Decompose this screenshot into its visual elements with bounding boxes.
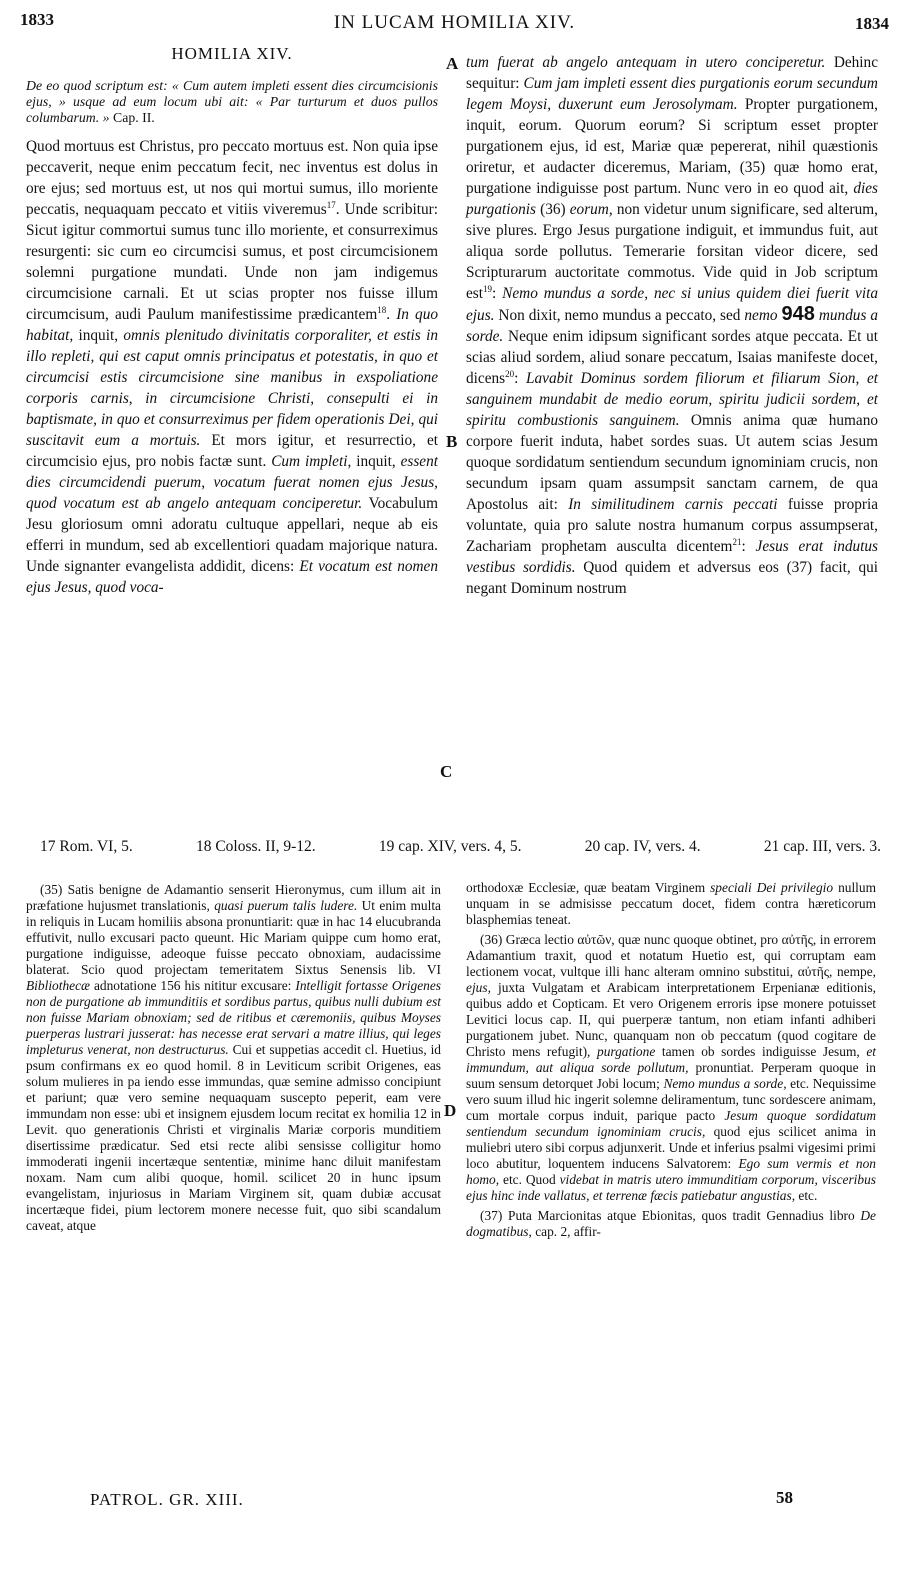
text-run: Quod quidem et adversus eos (37) facit, qui negant Dominum nostrum [466,559,878,597]
note-35 [26,882,441,1234]
section-marker-d: D [444,1101,457,1120]
reference-19: 19 cap. XIV, vers. 4, 5. [378,838,522,855]
main-text-left-column [26,44,438,598]
scripture-quote: Jesus erat indutus vestibus sordidis. [466,538,878,576]
italic-run: speciali Dei privilegio [710,880,834,895]
text-run: Et mors igitur, et resurrectio, et circumcisio ejus, pro nobis factæ sunt. [26,432,438,470]
italic-run: Intelligit fortasse Origenes non de purgatione ab immunditiis et sordibus partus, quibus nulli dubium est non fuisse Mariam obnoxiam; sed de ritibus et cæremoniis, quibus Moyses puerperas lustrari jusserat: has necesse erat servari a matre illius, qui leges impleturus venerat, non destructurus. [26,978,441,1057]
text-run: . Unde scribitur: Sicut igitur commortui sumus tunc illo moriente, et consurreximus resurgenti: sic cum eo circumcisi sumus, et post circumcisionem solemni purgatione mundati. Unde non jam indigemus circumcisione carnali. Et ut scias propter nos fuisse illum circumcisum, audi Paulum manifestissime prædicantem [26,201,438,323]
text-run: Quod mortuus est Christus, pro peccato mortuus est. Non quia ipse peccaverit, neque enim peccatum fecit, nec inventus est dolus in ore ejus; sed mortuus est, ut nos qui mortui sumus, illo moriente peccatis, nequaquam peccato et vitiis viveremus [26,138,438,218]
text-run: (36) Græca lectio αὐτῶν, quæ nunc quoque obtinet, pro αὐτῆς, in errorem Adamantium traxit, quod et notatum Huetio est, qui corruptam eam lectionem vocat, vultque illi hanc alteram omnino substitui, αὐτῆς, nempe, [466,932,876,979]
italic-run: Jesum quoque sordidatum sentiendum secundum ignominiam crucis, [466,1108,877,1139]
text-run: pronuntiat. Perperam quoque in suum sensum detorquet Jobi locum; [466,1060,876,1091]
page-number-left: 1833 [20,10,54,29]
text-run: fuisse propria voluntate, quia pro salute nostra humanum corpus assumpserat, Zachariam prophetam ausculta dicentem [466,496,879,555]
italic-run: purgatione [597,1044,656,1059]
running-title: IN LUCAM HOMILIA XIV. [333,12,576,33]
section-marker-a: A [446,54,459,73]
italic-run: et immundum, aut aliqua sorde pollutum, [466,1044,876,1075]
text-run: tamen ob sordes indiguisse Jesum, [655,1044,867,1059]
text-run: orthodoxæ Ecclesiæ, quæ beatam Virginem [466,880,711,895]
italic-run: ejus, [466,980,491,995]
scripture-quote: eorum, [569,201,613,218]
italic-run: quasi puerum talis ludere. [214,898,358,913]
italic-run: Bibliothecæ [26,978,90,993]
scripture-quote: Lavabit Dominus sordem filiorum et filiarum Sion, et sanguinem mundabit de medio eorum, spiritu judicii sordem, et spiritu combustionis sanguinem. [466,370,878,429]
text-run: Dehinc sequitur: [466,54,878,92]
scripture-quote: omnis plenitudo divinitatis corporaliter, et estis in illo repleti, qui est caput omnis principatus et potestatis, in quo et circumcisi estis circumcisione sine manibus in exspoliatione corporis carnis, in circumcisione Christi, consepulti ei in baptismate, in quo et consurreximus per fidem operationis Dei, qui suscitavit eum a mortuis. [26,327,438,449]
section-marker-c: C [440,762,453,781]
text-run: quod ejus scilicet anima in muliebri utero sibi corpus adjunxerit. Unde et inferius psalmi vigesimi primi loco abutitur, loquentem inducens Salvatorem: [466,1124,876,1171]
scripture-quote: essent dies circumcidendi puerum, vocatum fuerat nomen ejus Jesus, quod vocatum est ab angelo antequam conciperetur. [26,453,438,512]
text-run: etc. [795,1188,818,1203]
text-run: inquit, [73,327,124,344]
reference-20: 20 cap. IV, vers. 4. [584,838,701,855]
text-run: Neque enim idipsum significant sordes atque peccata. Et ut scias aliud sordem, aliud sonare peccatum, Isaias manifeste docet, dicens [466,328,878,387]
note-36 [466,932,876,1204]
notes-left-column [26,882,441,1234]
scripture-quote: Nemo mundus a sorde, nec si unius quidem diei fuerit vita ejus. [466,285,878,324]
scripture-quote: Et vocatum est nomen ejus Jesus, quod voca- [26,558,438,596]
scripture-quote: In quo habitat, [26,306,439,344]
footnote-ref-21: 21 [732,536,742,547]
scripture-quote: dies purgationis [466,180,878,218]
text-run: (35) Satis benigne de Adamantio senserit Hieronymus, cum illum ait in præfatione hujusmet translationis, [26,882,441,913]
scripture-quote: nemo [744,307,778,324]
note-35-continued [466,880,876,928]
text-run: : [741,538,756,555]
scripture-quote: Cum impleti, [271,453,352,470]
scripture-quote: Cum jam impleti essent dies purgationis eorum secundum legem Moysi, duxerunt eum Jerosolymam. [466,75,878,113]
reference-17: 17 Rom. VI, 5. [40,838,133,855]
text-run: non videtur unum significare, sed alterum, sive plures. Ergo Jesus purgatione indiguit, et immundus fuit, aut aliqua sorde pollutus. Temerarie forsitan videor dicere, sed Scripturarum auctoritate commotus. Vide quid in Job scriptum est [466,201,878,302]
text-run: etc. Quod [499,1172,560,1187]
italic-run: videbat in matris utero immunditiam corporum, visceribus ejus hinc inde vallatus, et terrenæ fæcis patiebatur angustias, [466,1172,876,1203]
italic-run: Ego sum vermis et non homo, [466,1156,876,1187]
text-run: juxta Vulgatam et Arabicam interpretationem Erpenianæ editionis, quibus addo et Copticam. Et vero Origenem erroris ipse monere potuisset Levitici locus cap. II, qui puerperæ tantum, non etiam infanti adhiberi purgationem jubet. Nunc, quanquam non ob peccatum (quod cogitare de Christo mens refugit), [466,980,876,1059]
column-number: 948 [781,303,815,325]
homily-title: HOMILIA XIV. [171,44,293,63]
main-text-right-column [466,52,878,599]
text-run: . [386,306,397,323]
main-paragraph-left [26,136,438,598]
note-37 [466,1208,876,1240]
footer-signature-number: 58 [776,1488,793,1507]
lemma [26,78,438,126]
text-run: inquit, [351,453,401,470]
text-run: Non dixit, nemo mundus a peccato, sed [494,307,745,324]
text-run: (36) [535,201,570,218]
text-run: etc. Nequissime vero suum illud hic ingerit solemne deliramentum, tunc sordescere animam, cum mortale corpus induit, parique pacto [466,1076,876,1123]
lemma-chapter: Cap. II. [113,110,155,125]
text-run: : [492,285,503,302]
text-run: nullum unquam in se admisisse peccatum docet, fidem contra hæreticorum blasphemias teneat. [466,880,877,927]
text-run: : [514,370,527,387]
reference-21: 21 cap. III, vers. 3. [763,838,881,855]
reference-18: 18 Coloss. II, 9-12. [195,838,316,855]
text-run: Vocabulum Jesu gloriosum omni adoratu cultuque appellari, neque ab eis efferri in mundum, sed ab excellentiori quadam majorique natura. Unde signanter evangelista addidit, dicens: [26,495,438,575]
footnote-ref-20: 20 [505,368,515,379]
text-run: Ut enim multa in reliquis in Lucam homiliis absona pronuntiarit: quæ in hac 14 elucubranda effutivit, nullo excusari pacto queunt. Hic Mariam quippe cum homo erat, purgatione indiguisse, adeoque fuisse peccato obnoxiam, audacissime blaterat. Scio quod projectam temeritatem Sixtus Senensis lib. VI [26,898,441,977]
scripture-quote: mundus a sorde. [466,307,878,345]
scripture-quote: tum fuerat ab angelo antequam in utero conciperetur. [466,54,826,71]
text-run: Propter purgationem, inquit, eorum. Quorum eorum? Si scriptum esset propter purgationem ejus, id est, Mariæ quæ pepererat, nihil quæstionis oriretur, et audacter diceremus, Mariam, (35) quæ homo erat, purgatione indiguisse post partum. Nunc vero in eo quod ait, [466,96,878,197]
footnote-ref-18: 18 [377,304,387,315]
scripture-quote: In similitudinem carnis peccati [568,496,778,513]
footer-series-label: PATROL. GR. XIII. [90,1490,244,1509]
text-run: , cap. 2, affir- [528,1224,601,1239]
text-run: (37) Puta Marcionitas atque Ebionitas, quos tradit Gennadius libro [480,1208,861,1223]
italic-run: Nemo mundus a sorde, [663,1076,787,1091]
text-run: Cui et suppetias accedit cl. Huetius, id psum confirmans ex eo quod homil. 8 in Leviticum scribit Origenes, eas solum mulieres in pa iendo esse immundas, quæ semine admisso concipiunt et pariunt; quæ vero semine nequaquam suscepto peperit, eam vere immundam non esse: ubi et insignem ejusdem locum recitat ex homilia 12 in Levit. quo generationis Christi et virginalis Mariæ corporis munditiem disertissime prædicatur. Sed etsi recte alibi sensisse colligitur homo immoderati ingenii incertæque sententiæ, minime hanc diluit manifestam noxam. Nam cum alibi quoque, homil. scilicet 20 in hunc ipsum evangelistam, injuriosus in Mariam Virginem sit, quam dubiæ accusat incertæque fidei, pium lectorem monere necesse fuit, quo sibi scandalum caveat, atque [26,1042,441,1233]
section-marker-b: B [446,432,458,451]
text-run: adnotatione 156 his nititur excusare: [89,978,296,993]
notes-right-column [466,880,876,1240]
main-paragraph-right [466,52,878,599]
footnote-ref-17: 17 [326,199,336,210]
page-number-right: 1834 [855,14,889,33]
lemma-text: De eo quod scriptum est: « Cum autem impleti essent dies circumcisionis ejus, » usque ad eum locum ubi ait: « Par turturum et duos pullos columbarum. » [26,78,438,125]
text-run: Omnis anima quæ humano corpore fuerit induta, habet sordes suas. Ut autem scias Jesum quoque sordidatum sentiendum secundum ignominiam crucis, non secundum ipsam quam assumpsit sanctam carnem, de qua Apostolus ait: [466,412,878,513]
italic-run: De dogmatibus [466,1208,876,1239]
footnote-ref-19: 19 [483,283,492,294]
page-header [20,6,889,40]
scripture-references [40,838,881,856]
